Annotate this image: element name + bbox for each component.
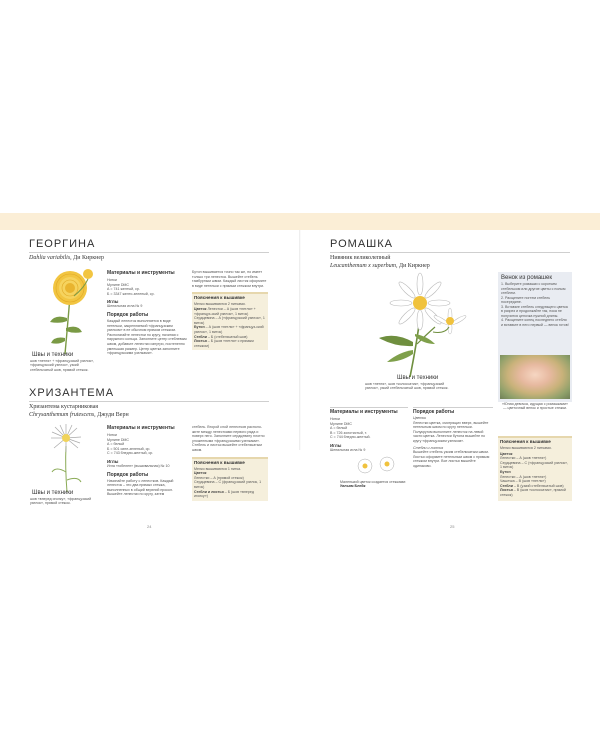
sidebar-step: 1. Выберите ромашки с коротким стебельком или другие цветы с полым стеблем.: [501, 282, 566, 295]
romashka-subtitle: [330, 263, 430, 269]
explain-item: Лепестки – А (прямой стежок): [194, 475, 244, 480]
chrysanthemum-caption-text: шов «вперед иголку», «французский узелок», прямой стежок.: [30, 497, 92, 506]
georgina-col3-text: Бутон вышивается точно так же, но имеет только три лепестка. Вышейте стебель тамбурным швом. Каждый листик оформите в виде петельки с прямым стежком внутри.: [192, 270, 267, 288]
order-text: Вышейте стебель узким стебельчатым швом. Листья оформите петельным швом с прямым стежком внутри. Все листья вышейте одинаково.: [413, 450, 490, 468]
sidebar-title: Венок из ромашек: [501, 275, 552, 281]
sidebar-step: 3. Вставьте стебель следующего цветка в разрез и продолжайте так, пока не получится цепочка нужной длины.: [501, 304, 568, 318]
sidebar-step: 2. Расщепите ногтем стебель посередине.: [501, 295, 551, 304]
materials-line: А = белый: [107, 442, 125, 447]
materials-line: Мулине DMC: [330, 421, 353, 426]
materials-line: Б = 3347 желто-зеленый, ср.: [107, 291, 155, 296]
order-text: Лепестки цветка, смотрящих вверх, вышейте петельным швом по кругу петельки. Полукругом выполните лепесток на левой части цветка. Лепестки бутона вышейте по кругу «французским узелком».: [413, 420, 489, 443]
chrysanthemum-col2: [107, 425, 187, 497]
georgina-caption-text: шов «петля» + «французский узелок», «французский узелок», узкий стебельчатый шов, прямой стежок.: [30, 359, 95, 372]
page-number-right: 25: [450, 524, 455, 529]
chrysanthemum-col3-text: стебель. Второй слой лепестков располо-жите между лепестками первого ряда и поверх него. Заполните сердцевину плотно уложенными «французскими узелками». Стебель и листья вышейте стебельчатым швом.: [192, 425, 265, 452]
georgina-latin: Dahlia variabilis: [29, 255, 71, 261]
romashka-author: , Ди Киркнер: [396, 263, 430, 269]
materials-line: Нитки: [107, 278, 117, 282]
materials-line: А = белый: [330, 426, 348, 431]
explain-sub: Мелко вышиваются 2 нитками.: [194, 302, 246, 307]
explain-item: Сердцевина – С (французский узелок, 1 виток): [194, 480, 262, 489]
explain-item: Стебли – Б (стебельчатый шов): [194, 334, 248, 339]
materials-line: С = 744 бледно-желтый.: [330, 435, 371, 440]
romashka-order-head: Порядок работы: [413, 409, 455, 415]
explain-item: Листья – Б (шов «петля» с прямым стежком): [194, 339, 254, 348]
romashka-title: РОМАШКА: [330, 238, 393, 250]
explain-item: Бутон: [500, 469, 511, 474]
explain-item: Лепестки – А (шов «петля»): [500, 456, 547, 461]
book-spine-shadow: [299, 230, 301, 450]
chrysanthemum-explain-box: [192, 457, 268, 501]
materials-line: Нитки: [330, 417, 340, 421]
dahlia-illustration: [30, 266, 100, 356]
explain-sub: Мелко вышиваются 1 нитка.: [194, 466, 242, 471]
romashka-materials-col: [330, 409, 408, 453]
chrysanthemum-illustration: [36, 422, 96, 494]
romashka-materials-head: Материалы и инструменты: [330, 409, 398, 415]
georgina-needles: Шенильная игла № 9: [107, 304, 143, 309]
small-daisy-caption: Маленький цветок создается стежками: Уильям Блейк: [340, 480, 407, 489]
explain-item: Стебли и листья – Б (шов «вперед иголку»): [194, 489, 254, 499]
romashka-name: Нивяник великолепный: [330, 255, 391, 261]
georgina-title: ГЕОРГИНА: [29, 238, 96, 250]
chrysanthemum-order-head: Порядок работы: [107, 471, 149, 478]
top-color-band: [0, 213, 600, 230]
georgina-explain-head: Пояснения к вышивке: [194, 295, 245, 301]
explain-list: [498, 452, 572, 498]
materials-line: А = 741 желтый, ср.: [107, 287, 140, 292]
romashka-latin: Leucanthemum x superbum: [330, 263, 396, 269]
title-rule: [29, 252, 269, 253]
romashka-needles: Шенильная игла № 9: [330, 447, 366, 452]
georgina-subtitle: [29, 255, 104, 261]
chrysanthemum-name: Хризантема кустарниковая: [29, 404, 99, 410]
georgina-order-head: Порядок работы: [107, 311, 149, 318]
chrysanthemum-col3: [192, 425, 268, 501]
sidebar-photo-caption: «Юная девочка, идущая с ромашками» — цветочный венок и простые стежки.: [501, 402, 569, 411]
romashka-explain-head: Пояснения к вышивке: [500, 439, 551, 444]
order-subhead: Цветки: [413, 416, 427, 420]
explain-item: Цветок: [500, 451, 513, 456]
explain-item: Чашечка – В (шов «петля»): [500, 479, 546, 484]
explain-item: Цветок: [194, 471, 207, 476]
chrysanthemum-needles: Игла «гобелен» (вышивальная) № 10: [107, 463, 170, 468]
order-subhead: Стебли и листья: [413, 445, 444, 450]
chrysanthemum-title: ХРИЗАНТЕМА: [29, 387, 115, 399]
chrysanthemum-caption-title: Швы и техники: [32, 490, 74, 496]
explain-sub: Мелко вышиваются 2 нитками.: [500, 446, 552, 450]
georgina-materials-head: Материалы и инструменты: [107, 270, 175, 276]
chrysanthemum-needles-head: Иглы: [107, 458, 119, 464]
chrysanthemum-order-text: Начинайте работу с лепестков. Каждый лепесток – это два прямых стежка, выполненных в общий верхний прокол. Вышейте лепестки по кругу, затем: [107, 478, 174, 497]
chrysanthemum-author: , Джуди Верн: [94, 412, 129, 418]
column-rule: [330, 407, 408, 408]
georgina-author: , Ди Киркнер: [70, 255, 104, 261]
chrysanthemum-explain-head: Пояснения к вышивке: [194, 459, 245, 465]
chrysanthemum-subtitle: [29, 412, 129, 418]
explain-item: Стебли – В (узкий стебельчатый шов): [500, 483, 564, 488]
romashka-order-col: [413, 409, 493, 469]
materials-line: Мулине DMC: [107, 282, 130, 287]
chrysanthemum-latin: Chrysanthemum frutescens: [29, 412, 95, 418]
chrysanthemum-materials-head: Материалы и инструменты: [107, 425, 175, 431]
romashka-caption-title: Швы и техники: [397, 375, 439, 381]
explain-item: Цветок Лепестки – А (шов «петля» + «француз-ский узелок», 1 виток): [194, 306, 256, 316]
sidebar-step: 4. Расщепите конец последнего стебля и вставьте в него первый — венок готов!: [501, 318, 569, 327]
georgina-col3: [192, 270, 268, 350]
small-daisies-illustration: [355, 455, 405, 477]
romashka-needles-head: Иглы: [330, 442, 342, 448]
explain-item: Сердцевина – А («французский узелок», 1 виток): [194, 316, 265, 325]
explain-item: Лепестки – А (шов «петля»): [500, 474, 547, 479]
georgina-explain-box: [192, 292, 268, 350]
explain-item: Сердцевина – С («французский узелок», 1 виток): [500, 460, 569, 470]
materials-line: Нитки: [107, 433, 117, 437]
explain-item: Листья – В (шов «колоссатик», прямой стежок): [500, 488, 566, 497]
title-rule: [29, 401, 269, 402]
explain-list: [192, 471, 268, 499]
materials-line: Б = 501 сине-зеленый, ср.: [107, 446, 151, 451]
sidebar-list: [498, 282, 572, 327]
title-rule: [330, 252, 570, 253]
materials-line: С = 743 бледно-желтый, ср.: [107, 451, 154, 456]
materials-line: Мулине DMC: [107, 437, 130, 442]
girl-photo: [500, 355, 570, 399]
romashka-explain-box: [498, 436, 572, 501]
georgina-needles-head: Иглы: [107, 299, 119, 305]
explain-list: [192, 307, 268, 348]
page-number-left: 24: [147, 524, 152, 529]
romashka-caption-text: шов «петля», шов «колоссатик», «французский узелок», узкий стебельчатый шов, прямой стежок.: [365, 382, 449, 391]
daisy-illustration: [365, 272, 495, 382]
georgina-col2: [107, 270, 187, 356]
materials-line: В = 726 золотистый, т.: [330, 430, 367, 435]
georgina-caption-title: Швы и техники: [32, 352, 74, 358]
explain-item: Бутон – А (шов «петля» + «француз-ский узелок», 1 виток): [194, 325, 264, 334]
georgina-order-text: Каждый лепесток выполняется в виде петельки, закрепляемой «французским узелком» в ее обычном прямом стежком. Располагайте лепестки по кругу, начиная с наружного кольца. Заполните центр стеблевым швом, добавьте лепестки изнутри, постепенно уменьшая размер. Центр цветка заполните «французскими узелками».: [107, 318, 187, 356]
column-rule: [413, 407, 493, 408]
